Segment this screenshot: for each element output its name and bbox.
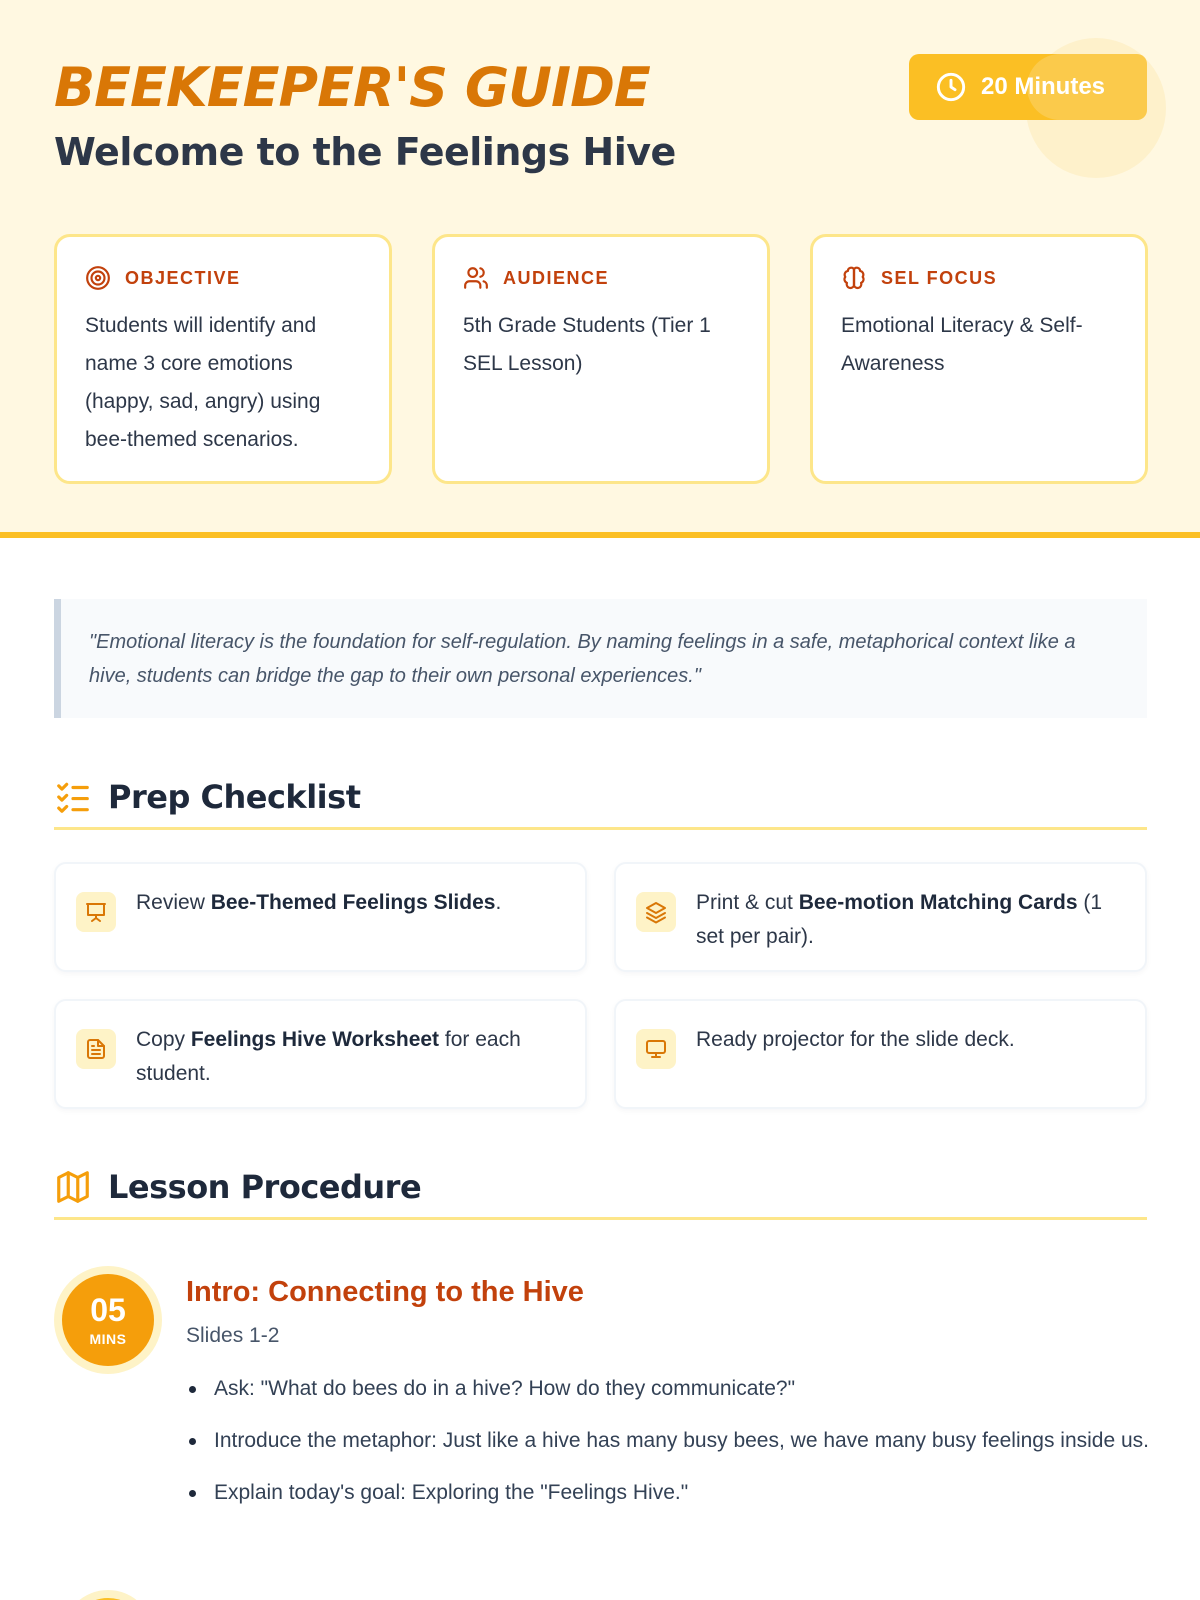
audience-label: AUDIENCE bbox=[503, 267, 610, 288]
step-time-badge bbox=[54, 1266, 162, 1374]
next-step-badge bbox=[62, 1590, 154, 1600]
presentation-icon bbox=[84, 900, 108, 924]
brand-title: BEEKEEPER'S GUIDE bbox=[54, 56, 650, 119]
sel-focus-card bbox=[810, 234, 1148, 484]
objective-label: OBJECTIVE bbox=[125, 267, 241, 288]
prep-checklist-header bbox=[54, 766, 1147, 830]
rationale-quote: "Emotional literacy is the foundation for self-regulation. By naming feelings in a safe, metaphorical context like a hive, students can bridge the gap to their own personal experiences." bbox=[54, 599, 1147, 718]
lesson-procedure-title: Lesson Procedure bbox=[108, 1167, 422, 1206]
step-bullet-list bbox=[214, 1370, 1158, 1526]
document-icon bbox=[84, 1037, 108, 1061]
step-title: Intro: Connecting to the Hive bbox=[186, 1276, 584, 1308]
checklist-item-post: . bbox=[495, 891, 502, 914]
clock-icon bbox=[935, 71, 967, 103]
step-minutes: 05 bbox=[90, 1292, 126, 1328]
checklist-item bbox=[54, 862, 587, 972]
checklist-item-pre: Copy bbox=[136, 1028, 191, 1051]
target-icon bbox=[85, 265, 111, 291]
step-bullet: Explain today's goal: Exploring the "Feelings Hive." bbox=[214, 1474, 1158, 1512]
step-bullet: Ask: "What do bees do in a hive? How do they communicate?" bbox=[214, 1370, 1158, 1408]
checklist-item-bold: Bee-Themed Feelings Slides bbox=[210, 891, 496, 914]
objective-label-row bbox=[85, 263, 361, 293]
checklist-icon bbox=[54, 778, 92, 816]
document-icon-wrap bbox=[76, 1029, 116, 1069]
presentation-icon-wrap bbox=[76, 892, 116, 932]
map-icon bbox=[54, 1168, 92, 1206]
step-time-badge-inner bbox=[62, 1274, 154, 1366]
checklist-item-bold: Bee-motion Matching Cards bbox=[798, 891, 1078, 914]
audience-card bbox=[432, 234, 770, 484]
checklist-item-bold: Feelings Hive Worksheet bbox=[190, 1028, 440, 1051]
users-icon bbox=[463, 265, 489, 291]
layers-icon bbox=[644, 900, 668, 924]
step-bullet: Introduce the metaphor: Just like a hive has many busy bees, we have many busy feelings inside us. bbox=[214, 1422, 1158, 1460]
objective-text: Students will identify and name 3 core emotions (happy, sad, angry) using bee-themed scenarios. bbox=[85, 314, 321, 451]
checklist-item-text bbox=[136, 886, 501, 970]
checklist-item-post: for each student. bbox=[136, 1028, 521, 1085]
sel-focus-label-row bbox=[841, 263, 1117, 293]
brain-icon bbox=[841, 265, 867, 291]
prep-checklist-title: Prep Checklist bbox=[108, 777, 361, 816]
step-slides: Slides 1-2 bbox=[186, 1324, 280, 1347]
checklist-item-pre: Review bbox=[136, 891, 211, 914]
header bbox=[0, 0, 1200, 538]
checklist-item-pre: Ready projector for the slide deck. bbox=[696, 1028, 1015, 1051]
objective-card bbox=[54, 234, 392, 484]
sel-focus-text: Emotional Literacy & Self-Awareness bbox=[841, 314, 1083, 375]
duration-text: 20 Minutes bbox=[981, 73, 1106, 100]
checklist-item bbox=[614, 999, 1147, 1109]
monitor-icon-wrap bbox=[636, 1029, 676, 1069]
checklist-item bbox=[614, 862, 1147, 972]
checklist-item-pre: Print & cut bbox=[696, 891, 799, 914]
audience-text: 5th Grade Students (Tier 1 SEL Lesson) bbox=[463, 314, 711, 375]
monitor-icon bbox=[644, 1037, 668, 1061]
audience-label-row bbox=[463, 263, 739, 293]
sel-focus-label: SEL FOCUS bbox=[881, 267, 998, 288]
checklist-item-post: (1 set per pair). bbox=[696, 891, 1103, 948]
checklist-item-text bbox=[696, 886, 1121, 970]
page-title: Welcome to the Feelings Hive bbox=[54, 130, 676, 174]
duration-badge bbox=[909, 54, 1147, 120]
checklist-item-text bbox=[696, 1023, 1015, 1107]
layers-icon-wrap bbox=[636, 892, 676, 932]
lesson-procedure-header bbox=[54, 1156, 1147, 1220]
step-unit: MINS bbox=[89, 1331, 127, 1347]
checklist-item bbox=[54, 999, 587, 1109]
checklist-item-text bbox=[136, 1023, 561, 1107]
